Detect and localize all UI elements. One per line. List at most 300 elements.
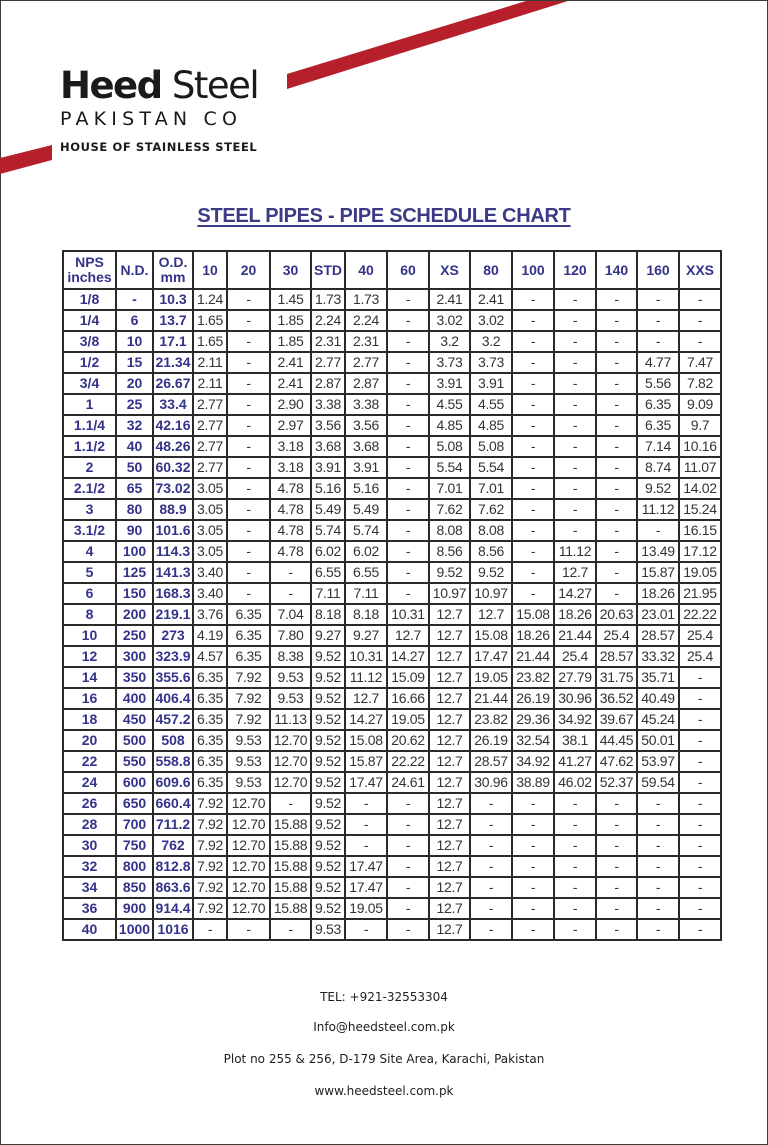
wall-thickness-cell: 2.41	[429, 289, 470, 310]
wall-thickness-cell: -	[387, 793, 429, 814]
wall-thickness-cell: 11.12	[554, 541, 596, 562]
wall-thickness-cell: -	[554, 856, 596, 877]
wall-thickness-cell: 17.12	[679, 541, 721, 562]
wall-thickness-cell: -	[512, 478, 554, 499]
wall-thickness-cell: 2.77	[193, 436, 227, 457]
wall-thickness-cell: -	[679, 835, 721, 856]
wall-thickness-cell: -	[227, 919, 270, 940]
od-cell: 168.3	[153, 583, 193, 604]
wall-thickness-cell: 5.49	[345, 499, 387, 520]
wall-thickness-cell: 1.65	[193, 331, 227, 352]
wall-thickness-cell: 12.70	[227, 814, 270, 835]
wall-thickness-cell: -	[596, 814, 637, 835]
od-cell: 13.7	[153, 310, 193, 331]
wall-thickness-cell: -	[470, 856, 512, 877]
wall-thickness-cell: 34.92	[512, 751, 554, 772]
wall-thickness-cell: 7.11	[345, 583, 387, 604]
brand-name	[60, 66, 258, 106]
wall-thickness-cell: 5.56	[637, 373, 679, 394]
wall-thickness-cell: 36.52	[596, 688, 637, 709]
table-row	[63, 331, 721, 352]
table-row	[63, 562, 721, 583]
wall-thickness-cell: 2.11	[193, 373, 227, 394]
wall-thickness-cell: -	[679, 289, 721, 310]
wall-thickness-cell: -	[637, 310, 679, 331]
nps-cell: 1/8	[63, 289, 116, 310]
table-row	[63, 478, 721, 499]
wall-thickness-cell: 2.90	[270, 394, 311, 415]
footer-address: Plot no 255 & 256, D-179 Site Area, Karachi, Pakistan	[223, 1052, 545, 1066]
wall-thickness-cell: 53.97	[637, 751, 679, 772]
wall-thickness-cell: 20.63	[596, 604, 637, 625]
od-cell: 48.26	[153, 436, 193, 457]
wall-thickness-cell: -	[512, 814, 554, 835]
wall-thickness-cell: -	[512, 562, 554, 583]
wall-thickness-cell: 41.27	[554, 751, 596, 772]
wall-thickness-cell: 5.49	[311, 499, 345, 520]
wall-thickness-cell: -	[596, 793, 637, 814]
nd-cell: 550	[116, 751, 153, 772]
wall-thickness-cell: 4.85	[470, 415, 512, 436]
wall-thickness-cell: -	[227, 373, 270, 394]
wall-thickness-cell: 10.97	[470, 583, 512, 604]
wall-thickness-cell: -	[554, 289, 596, 310]
wall-thickness-cell: 12.7	[554, 562, 596, 583]
wall-thickness-cell: 9.52	[311, 877, 345, 898]
wall-thickness-cell: -	[512, 310, 554, 331]
wall-thickness-cell: 44.45	[596, 730, 637, 751]
wall-thickness-cell: 12.7	[429, 898, 470, 919]
nd-cell: 1000	[116, 919, 153, 940]
od-cell: 762	[153, 835, 193, 856]
wall-thickness-cell: 7.62	[470, 499, 512, 520]
wall-thickness-cell: 12.70	[227, 877, 270, 898]
wall-thickness-cell: 47.62	[596, 751, 637, 772]
wall-thickness-cell: 12.70	[227, 835, 270, 856]
wall-thickness-cell: 46.02	[554, 772, 596, 793]
wall-thickness-cell: -	[637, 289, 679, 310]
wall-thickness-cell: 2.24	[345, 310, 387, 331]
column-header	[554, 251, 596, 289]
column-header	[470, 251, 512, 289]
wall-thickness-cell: 11.07	[679, 457, 721, 478]
wall-thickness-cell: -	[596, 856, 637, 877]
table-row	[63, 730, 721, 751]
wall-thickness-cell: -	[270, 562, 311, 583]
nps-cell: 18	[63, 709, 116, 730]
wall-thickness-cell: -	[470, 898, 512, 919]
table-row	[63, 499, 721, 520]
wall-thickness-cell: -	[387, 331, 429, 352]
table-body	[63, 289, 721, 940]
wall-thickness-cell: -	[387, 898, 429, 919]
wall-thickness-cell: -	[679, 898, 721, 919]
wall-thickness-cell: 28.57	[470, 751, 512, 772]
wall-thickness-cell: 12.7	[429, 604, 470, 625]
brand-name-bold: Heed	[60, 64, 162, 107]
table-row	[63, 415, 721, 436]
wall-thickness-cell: 15.08	[345, 730, 387, 751]
wall-thickness-cell: -	[679, 814, 721, 835]
wall-thickness-cell: -	[512, 541, 554, 562]
wall-thickness-cell: 15.88	[270, 835, 311, 856]
wall-thickness-cell: -	[227, 310, 270, 331]
wall-thickness-cell: 9.52	[311, 730, 345, 751]
wall-thickness-cell: 12.7	[429, 688, 470, 709]
wall-thickness-cell: -	[387, 877, 429, 898]
wall-thickness-cell: 35.71	[637, 667, 679, 688]
wall-thickness-cell: 2.11	[193, 352, 227, 373]
wall-thickness-cell: 6.55	[345, 562, 387, 583]
wall-thickness-cell: 3.73	[470, 352, 512, 373]
wall-thickness-cell: -	[637, 856, 679, 877]
wall-thickness-cell: 7.47	[679, 352, 721, 373]
wall-thickness-cell: 9.52	[311, 709, 345, 730]
od-cell: 88.9	[153, 499, 193, 520]
wall-thickness-cell: -	[387, 289, 429, 310]
wall-thickness-cell: -	[270, 919, 311, 940]
wall-thickness-cell: 7.11	[311, 583, 345, 604]
column-header	[387, 251, 429, 289]
wall-thickness-cell: 18.26	[512, 625, 554, 646]
wall-thickness-cell: 7.92	[227, 667, 270, 688]
od-cell: 10.3	[153, 289, 193, 310]
wall-thickness-cell: 25.4	[554, 646, 596, 667]
nd-cell: 150	[116, 583, 153, 604]
nps-cell: 5	[63, 562, 116, 583]
column-header-label: NPS	[75, 254, 104, 270]
table-row	[63, 583, 721, 604]
wall-thickness-cell: -	[554, 919, 596, 940]
brand-subtitle: PAKISTAN CO	[60, 108, 243, 130]
wall-thickness-cell: 15.24	[679, 499, 721, 520]
nd-cell: 400	[116, 688, 153, 709]
footer-email[interactable]: Info@heedsteel.com.pk	[313, 1020, 455, 1034]
wall-thickness-cell: 9.52	[311, 835, 345, 856]
nps-cell: 30	[63, 835, 116, 856]
wall-thickness-cell: -	[596, 310, 637, 331]
nps-cell: 12	[63, 646, 116, 667]
wall-thickness-cell: 7.01	[429, 478, 470, 499]
wall-thickness-cell: -	[554, 436, 596, 457]
wall-thickness-cell: 9.09	[679, 394, 721, 415]
od-cell: 42.16	[153, 415, 193, 436]
wall-thickness-cell: 9.53	[227, 772, 270, 793]
wall-thickness-cell: 2.87	[345, 373, 387, 394]
wall-thickness-cell: -	[512, 331, 554, 352]
wall-thickness-cell: 20.62	[387, 730, 429, 751]
nps-cell: 3/4	[63, 373, 116, 394]
wall-thickness-cell: 5.54	[470, 457, 512, 478]
wall-thickness-cell: 12.7	[429, 730, 470, 751]
wall-thickness-cell: 24.61	[387, 772, 429, 793]
table-row	[63, 793, 721, 814]
table-row	[63, 751, 721, 772]
wall-thickness-cell: -	[554, 310, 596, 331]
wall-thickness-cell: 21.95	[679, 583, 721, 604]
nps-cell: 36	[63, 898, 116, 919]
table-row	[63, 289, 721, 310]
nd-cell: 80	[116, 499, 153, 520]
wall-thickness-cell: 1.73	[311, 289, 345, 310]
column-header-label: STD	[314, 261, 342, 278]
table-row	[63, 772, 721, 793]
wall-thickness-cell: -	[227, 457, 270, 478]
wall-thickness-cell: -	[554, 877, 596, 898]
wall-thickness-cell: -	[387, 835, 429, 856]
wall-thickness-cell: 12.7	[429, 646, 470, 667]
wall-thickness-cell: -	[637, 898, 679, 919]
wall-thickness-cell: -	[345, 793, 387, 814]
wall-thickness-cell: 6.35	[193, 772, 227, 793]
wall-thickness-cell: 10.31	[345, 646, 387, 667]
wall-thickness-cell: 31.75	[596, 667, 637, 688]
wall-thickness-cell: 3.91	[345, 457, 387, 478]
wall-thickness-cell: -	[554, 457, 596, 478]
wall-thickness-cell: 19.05	[387, 709, 429, 730]
wall-thickness-cell: -	[637, 919, 679, 940]
wall-thickness-cell: 9.27	[345, 625, 387, 646]
wall-thickness-cell: -	[270, 793, 311, 814]
wall-thickness-cell: -	[512, 289, 554, 310]
wall-thickness-cell: -	[679, 877, 721, 898]
wall-thickness-cell: 39.67	[596, 709, 637, 730]
nd-cell: 600	[116, 772, 153, 793]
wall-thickness-cell: 7.82	[679, 373, 721, 394]
wall-thickness-cell: 3.38	[311, 394, 345, 415]
table-header-row	[63, 251, 721, 289]
wall-thickness-cell: -	[512, 835, 554, 856]
wall-thickness-cell: 3.2	[470, 331, 512, 352]
wall-thickness-cell: 26.19	[470, 730, 512, 751]
table-row	[63, 373, 721, 394]
table-row	[63, 835, 721, 856]
wall-thickness-cell: -	[596, 541, 637, 562]
wall-thickness-cell: -	[637, 814, 679, 835]
wall-thickness-cell: 4.78	[270, 541, 311, 562]
wall-thickness-cell: 12.7	[429, 919, 470, 940]
chart-title: STEEL PIPES - PIPE SCHEDULE CHART	[197, 205, 571, 227]
od-cell: 323.9	[153, 646, 193, 667]
wall-thickness-cell: -	[554, 499, 596, 520]
wall-thickness-cell: 7.92	[193, 814, 227, 835]
wall-thickness-cell: 23.82	[470, 709, 512, 730]
wall-thickness-cell: -	[637, 835, 679, 856]
wall-thickness-cell: 1.65	[193, 310, 227, 331]
nps-cell: 8	[63, 604, 116, 625]
wall-thickness-cell: 10.16	[679, 436, 721, 457]
nd-cell: 650	[116, 793, 153, 814]
nd-cell: -	[116, 289, 153, 310]
od-cell: 60.32	[153, 457, 193, 478]
table-row	[63, 604, 721, 625]
nps-cell: 3	[63, 499, 116, 520]
wall-thickness-cell: 15.88	[270, 877, 311, 898]
column-header-label: 20	[240, 261, 257, 278]
wall-thickness-cell: 9.27	[311, 625, 345, 646]
wall-thickness-cell: 2.41	[270, 352, 311, 373]
wall-thickness-cell: 30.96	[554, 688, 596, 709]
wall-thickness-cell: -	[470, 793, 512, 814]
wall-thickness-cell: 11.12	[345, 667, 387, 688]
table-row	[63, 520, 721, 541]
brand-tagline: HOUSE OF STAINLESS STEEL	[60, 140, 258, 154]
wall-thickness-cell: 3.05	[193, 499, 227, 520]
nps-cell: 3.1/2	[63, 520, 116, 541]
wall-thickness-cell: 1.85	[270, 331, 311, 352]
table-row	[63, 856, 721, 877]
wall-thickness-cell: -	[596, 478, 637, 499]
wall-thickness-cell: -	[227, 562, 270, 583]
wall-thickness-cell: 22.22	[679, 604, 721, 625]
wall-thickness-cell: 2.77	[345, 352, 387, 373]
wall-thickness-cell: 15.87	[637, 562, 679, 583]
wall-thickness-cell: -	[512, 919, 554, 940]
wall-thickness-cell: 16.15	[679, 520, 721, 541]
table-row	[63, 919, 721, 940]
wall-thickness-cell: 8.38	[270, 646, 311, 667]
od-cell: 660.4	[153, 793, 193, 814]
column-header-label: XXS	[685, 261, 714, 278]
wall-thickness-cell: 18.26	[637, 583, 679, 604]
column-header	[193, 251, 227, 289]
wall-thickness-cell: 6.35	[637, 415, 679, 436]
wall-thickness-cell: -	[679, 709, 721, 730]
wall-thickness-cell: -	[512, 898, 554, 919]
wall-thickness-cell: 3.40	[193, 562, 227, 583]
wall-thickness-cell: 32.54	[512, 730, 554, 751]
wall-thickness-cell: 17.47	[470, 646, 512, 667]
wall-thickness-cell: 23.01	[637, 604, 679, 625]
wall-thickness-cell: 3.02	[429, 310, 470, 331]
wall-thickness-cell: -	[596, 898, 637, 919]
wall-thickness-cell: 6.02	[345, 541, 387, 562]
wall-thickness-cell: 10.97	[429, 583, 470, 604]
wall-thickness-cell: 3.76	[193, 604, 227, 625]
nd-cell: 100	[116, 541, 153, 562]
pipe-schedule-table	[62, 250, 722, 941]
wall-thickness-cell: 3.18	[270, 436, 311, 457]
nd-cell: 800	[116, 856, 153, 877]
wall-thickness-cell: 6.35	[193, 709, 227, 730]
wall-thickness-cell: -	[596, 331, 637, 352]
od-cell: 863.6	[153, 877, 193, 898]
column-header-label: 40	[358, 261, 374, 278]
wall-thickness-cell: 6.55	[311, 562, 345, 583]
wall-thickness-cell: 2.41	[470, 289, 512, 310]
wall-thickness-cell: 21.44	[512, 646, 554, 667]
od-cell: 914.4	[153, 898, 193, 919]
column-header	[270, 251, 311, 289]
wall-thickness-cell: 5.74	[345, 520, 387, 541]
od-cell: 812.8	[153, 856, 193, 877]
wall-thickness-cell: 9.52	[311, 856, 345, 877]
wall-thickness-cell: 50.01	[637, 730, 679, 751]
wall-thickness-cell: 8.56	[470, 541, 512, 562]
wall-thickness-cell: 9.53	[227, 730, 270, 751]
od-cell: 26.67	[153, 373, 193, 394]
nps-cell: 4	[63, 541, 116, 562]
table-row	[63, 310, 721, 331]
wall-thickness-cell: 1.73	[345, 289, 387, 310]
wall-thickness-cell: -	[387, 499, 429, 520]
wall-thickness-cell: 2.77	[311, 352, 345, 373]
table-row	[63, 394, 721, 415]
wall-thickness-cell: -	[512, 856, 554, 877]
wall-thickness-cell: 6.35	[193, 730, 227, 751]
wall-thickness-cell: 21.44	[470, 688, 512, 709]
wall-thickness-cell: 14.27	[345, 709, 387, 730]
wall-thickness-cell: -	[679, 751, 721, 772]
nd-cell: 50	[116, 457, 153, 478]
column-header-label: 100	[521, 261, 545, 278]
wall-thickness-cell: 5.54	[429, 457, 470, 478]
wall-thickness-cell: 7.92	[193, 793, 227, 814]
wall-thickness-cell: 12.7	[429, 625, 470, 646]
wall-thickness-cell: 25.4	[679, 625, 721, 646]
wall-thickness-cell: 6.35	[193, 688, 227, 709]
wall-thickness-cell: 4.19	[193, 625, 227, 646]
wall-thickness-cell: -	[387, 562, 429, 583]
column-header	[429, 251, 470, 289]
wall-thickness-cell: 3.2	[429, 331, 470, 352]
table-row	[63, 541, 721, 562]
column-header	[153, 251, 193, 289]
wall-thickness-cell: 9.53	[311, 919, 345, 940]
wall-thickness-cell: -	[679, 730, 721, 751]
chart-title-wrap	[0, 205, 768, 228]
nd-cell: 750	[116, 835, 153, 856]
wall-thickness-cell: 9.52	[311, 793, 345, 814]
od-cell: 101.6	[153, 520, 193, 541]
footer-telephone: TEL: +921-32553304	[320, 990, 448, 1004]
wall-thickness-cell: 9.52	[311, 814, 345, 835]
wall-thickness-cell: -	[512, 583, 554, 604]
od-cell: 457.2	[153, 709, 193, 730]
column-header	[637, 251, 679, 289]
column-header-label: N.D.	[120, 261, 149, 278]
wall-thickness-cell: 7.62	[429, 499, 470, 520]
wall-thickness-cell: -	[679, 856, 721, 877]
table-row	[63, 667, 721, 688]
wall-thickness-cell: -	[596, 562, 637, 583]
wall-thickness-cell: -	[387, 310, 429, 331]
column-header	[345, 251, 387, 289]
wall-thickness-cell: 59.54	[637, 772, 679, 793]
wall-thickness-cell: 29.36	[512, 709, 554, 730]
wall-thickness-cell: 2.77	[193, 394, 227, 415]
nps-cell: 1/2	[63, 352, 116, 373]
wall-thickness-cell: -	[345, 919, 387, 940]
wall-thickness-cell: 12.7	[429, 751, 470, 772]
nd-cell: 6	[116, 310, 153, 331]
wall-thickness-cell: 3.38	[345, 394, 387, 415]
wall-thickness-cell: 7.92	[227, 688, 270, 709]
wall-thickness-cell: 1.85	[270, 310, 311, 331]
wall-thickness-cell: -	[637, 331, 679, 352]
wall-thickness-cell: 15.88	[270, 898, 311, 919]
wall-thickness-cell: 19.05	[345, 898, 387, 919]
wall-thickness-cell: 8.08	[429, 520, 470, 541]
nd-cell: 65	[116, 478, 153, 499]
wall-thickness-cell: 4.55	[429, 394, 470, 415]
wall-thickness-cell: 19.05	[679, 562, 721, 583]
nd-cell: 700	[116, 814, 153, 835]
od-cell: 273	[153, 625, 193, 646]
wall-thickness-cell: -	[512, 520, 554, 541]
column-header	[63, 251, 116, 289]
footer-website[interactable]: www.heedsteel.com.pk	[314, 1084, 454, 1098]
